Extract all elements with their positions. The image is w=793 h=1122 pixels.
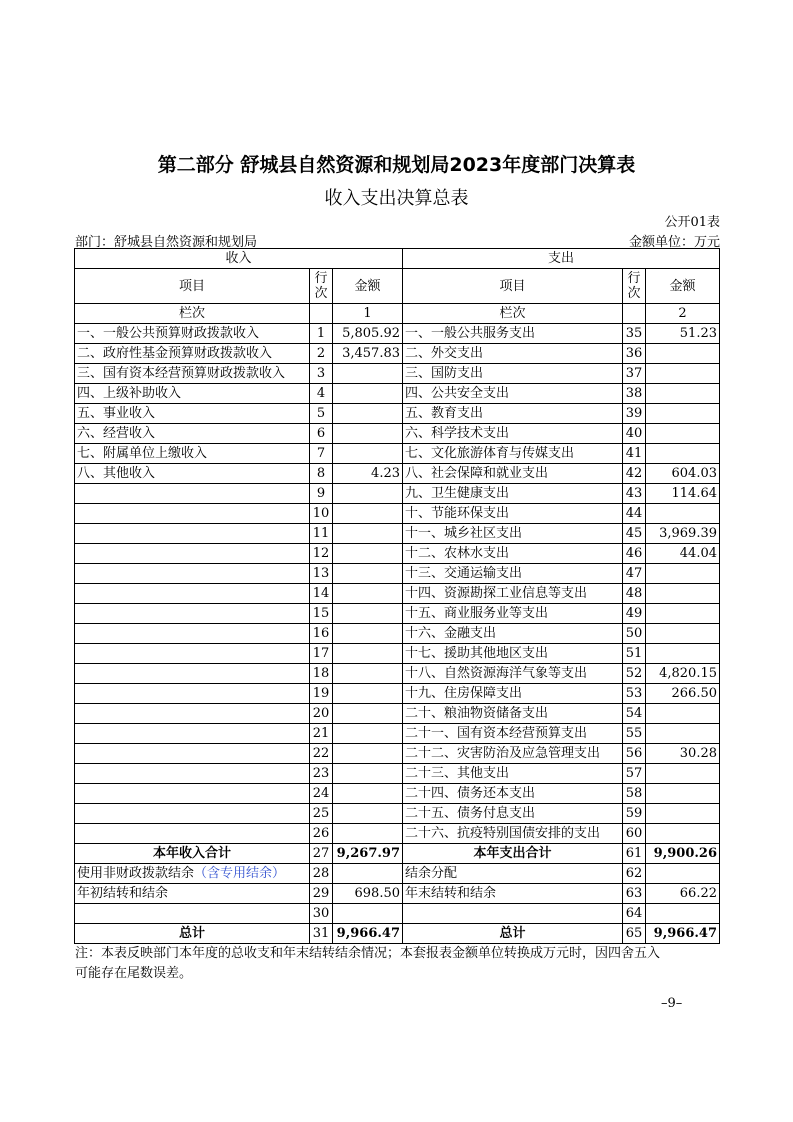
income-amount — [333, 684, 403, 704]
footnote-line-2: 可能存在尾数误差。 — [75, 966, 193, 981]
income-item: 七、附属单位上缴收入 — [75, 444, 310, 464]
income-header: 收入 — [75, 249, 403, 269]
income-amount — [333, 544, 403, 564]
table-row — [75, 764, 720, 784]
income-item — [75, 564, 310, 584]
income-item — [75, 724, 310, 744]
expense-amount — [646, 604, 720, 624]
expense-amount: 3,969.39 — [646, 524, 720, 544]
expense-subtotal-amount: 9,900.26 — [646, 844, 720, 864]
income-amount — [333, 444, 403, 464]
expense-amount — [646, 424, 720, 444]
expense-row-number: 57 — [623, 764, 646, 784]
income-row-number: 25 — [310, 804, 333, 824]
expense-row-number: 47 — [623, 564, 646, 584]
income-item-extra-text: （含专用结余） — [194, 865, 286, 881]
expense-total-label: 总计 — [403, 924, 623, 944]
expense-row-number: 54 — [623, 704, 646, 724]
income-item — [75, 604, 310, 624]
income-total-label: 总计 — [75, 924, 310, 944]
form-number: 公开01表 — [664, 215, 720, 230]
income-row-number: 15 — [310, 604, 333, 624]
expense-amount — [646, 344, 720, 364]
table-row — [75, 684, 720, 704]
income-amount — [333, 484, 403, 504]
expense-amount: 44.04 — [646, 544, 720, 564]
income-row-number: 3 — [310, 364, 333, 384]
income-item — [75, 804, 310, 824]
income-item — [75, 744, 310, 764]
income-row-number: 19 — [310, 684, 333, 704]
income-amount — [333, 364, 403, 384]
department-label: 部门：舒城县自然资源和规划局 — [75, 235, 258, 250]
table-row — [75, 324, 720, 344]
expense-total-amount: 9,966.47 — [646, 924, 720, 944]
expense-amount — [646, 644, 720, 664]
income-amount — [333, 764, 403, 784]
income-row-number: 1 — [310, 324, 333, 344]
subtotal-row — [75, 844, 720, 864]
income-item — [75, 664, 310, 684]
expense-amount — [646, 784, 720, 804]
expense-column-label: 栏次 — [403, 304, 623, 324]
income-expense-table — [74, 248, 720, 944]
income-item — [75, 684, 310, 704]
income-amount — [333, 604, 403, 624]
income-row-number: 14 — [310, 584, 333, 604]
table-row — [75, 524, 720, 544]
table-row — [75, 904, 720, 924]
income-row-number: 9 — [310, 484, 333, 504]
income-row-number: 21 — [310, 724, 333, 744]
income-row-number: 7 — [310, 444, 333, 464]
expense-row-number: 46 — [623, 544, 646, 564]
table-row — [75, 444, 720, 464]
expense-amount — [646, 564, 720, 584]
expense-row-number: 63 — [623, 884, 646, 904]
expense-amount — [646, 764, 720, 784]
income-amount — [333, 904, 403, 924]
income-column-label: 栏次 — [75, 304, 310, 324]
expense-row-number: 50 — [623, 624, 646, 644]
income-row-number: 26 — [310, 824, 333, 844]
table-row — [75, 584, 720, 604]
income-amount — [333, 664, 403, 684]
income-row-number: 11 — [310, 524, 333, 544]
income-amount: 3,457.83 — [333, 344, 403, 364]
income-amount: 5,805.92 — [333, 324, 403, 344]
expense-row-number: 40 — [623, 424, 646, 444]
expense-item: 二十、粮油物资储备支出 — [403, 704, 623, 724]
income-amount — [333, 524, 403, 544]
income-amount — [333, 704, 403, 724]
table-row — [75, 384, 720, 404]
income-amount — [333, 784, 403, 804]
income-item — [75, 484, 310, 504]
expense-item: 四、公共安全支出 — [403, 384, 623, 404]
income-row-number: 24 — [310, 784, 333, 804]
page-number: –9– — [661, 996, 683, 1011]
expense-amount — [646, 864, 720, 884]
expense-row-header: 行 次 — [623, 269, 646, 304]
table-row — [75, 864, 720, 884]
income-amount — [333, 624, 403, 644]
table-row — [75, 504, 720, 524]
empty-cell — [310, 304, 333, 324]
income-amount: 698.50 — [333, 884, 403, 904]
income-amount — [333, 424, 403, 444]
income-item — [75, 704, 310, 724]
expense-item: 八、社会保障和就业支出 — [403, 464, 623, 484]
expense-amount — [646, 364, 720, 384]
income-row-number: 2 — [310, 344, 333, 364]
table-row — [75, 784, 720, 804]
expense-item: 十三、交通运输支出 — [403, 564, 623, 584]
expense-amount: 66.22 — [646, 884, 720, 904]
expense-item: 二十三、其他支出 — [403, 764, 623, 784]
expense-item: 二十四、债务还本支出 — [403, 784, 623, 804]
income-row-number: 30 — [310, 904, 333, 924]
footnote-line-1: 注：本表反映部门本年度的总收支和年末结转结余情况；本套报表金额单位转换成万元时，因四舍五入 — [75, 946, 661, 961]
income-item — [75, 544, 310, 564]
income-item — [75, 624, 310, 644]
income-row-number: 28 — [310, 864, 333, 884]
expense-item: 年末结转和结余 — [403, 884, 623, 904]
expense-item: 十四、资源勘探工业信息等支出 — [403, 584, 623, 604]
table-row — [75, 464, 720, 484]
table-row — [75, 564, 720, 584]
expense-item: 十、节能环保支出 — [403, 504, 623, 524]
income-amount — [333, 504, 403, 524]
expense-amount: 266.50 — [646, 684, 720, 704]
income-amount — [333, 804, 403, 824]
income-item: 五、事业收入 — [75, 404, 310, 424]
income-row-number: 8 — [310, 464, 333, 484]
income-amount-header: 金额 — [333, 269, 403, 304]
income-subtotal-number: 27 — [310, 844, 333, 864]
table-row — [75, 604, 720, 624]
table-subtitle: 收入支出决算总表 — [324, 188, 469, 209]
expense-subtotal-label: 本年支出合计 — [403, 844, 623, 864]
expense-subtotal-number: 61 — [623, 844, 646, 864]
income-row-number: 22 — [310, 744, 333, 764]
table-row — [75, 744, 720, 764]
income-item-text: 年初结转和结余 — [77, 885, 169, 901]
income-item: 二、政府性基金预算财政拨款收入 — [75, 344, 310, 364]
expense-row-number: 52 — [623, 664, 646, 684]
income-item — [75, 764, 310, 784]
expense-item: 九、卫生健康支出 — [403, 484, 623, 504]
expense-item: 七、文化旅游体育与传媒支出 — [403, 444, 623, 464]
expense-item: 结余分配 — [403, 864, 623, 884]
expense-item: 十七、援助其他地区支出 — [403, 644, 623, 664]
table-row — [75, 884, 720, 904]
expense-amount — [646, 404, 720, 424]
expense-item-header: 项目 — [403, 269, 623, 304]
expense-row-number: 55 — [623, 724, 646, 744]
column-2-label: 2 — [646, 304, 720, 324]
income-row-number: 18 — [310, 664, 333, 684]
expense-item: 六、科学技术支出 — [403, 424, 623, 444]
expense-amount-header: 金额 — [646, 269, 720, 304]
income-amount — [333, 384, 403, 404]
expense-item: 十一、城乡社区支出 — [403, 524, 623, 544]
empty-cell — [623, 304, 646, 324]
expense-row-number: 43 — [623, 484, 646, 504]
expense-item: 十二、农林水支出 — [403, 544, 623, 564]
expense-amount: 4,820.15 — [646, 664, 720, 684]
expense-item: 二十一、国有资本经营预算支出 — [403, 724, 623, 744]
income-amount — [333, 404, 403, 424]
expense-row-number: 36 — [623, 344, 646, 364]
income-amount — [333, 824, 403, 844]
table-row — [75, 644, 720, 664]
table-row — [75, 664, 720, 684]
expense-item: 五、教育支出 — [403, 404, 623, 424]
expense-row-number: 48 — [623, 584, 646, 604]
table-row — [75, 484, 720, 504]
expense-item: 二、外交支出 — [403, 344, 623, 364]
expense-row-number: 39 — [623, 404, 646, 424]
expense-item: 二十六、抗疫特别国债安排的支出 — [403, 824, 623, 844]
income-item: 六、经营收入 — [75, 424, 310, 444]
income-item-text: 使用非财政拨款结余 — [77, 865, 195, 881]
expense-amount — [646, 584, 720, 604]
income-row-number: 4 — [310, 384, 333, 404]
expense-amount — [646, 384, 720, 404]
expense-amount — [646, 804, 720, 824]
income-item — [75, 504, 310, 524]
income-amount — [333, 864, 403, 884]
income-amount — [333, 564, 403, 584]
income-item — [75, 584, 310, 604]
income-subtotal-label: 本年收入合计 — [75, 844, 310, 864]
table-row — [75, 724, 720, 744]
income-row-number: 6 — [310, 424, 333, 444]
income-item: 四、上级补助收入 — [75, 384, 310, 404]
table-row — [75, 364, 720, 384]
income-amount — [333, 644, 403, 664]
income-row-number: 10 — [310, 504, 333, 524]
income-amount — [333, 744, 403, 764]
expense-row-number: 58 — [623, 784, 646, 804]
income-row-number: 29 — [310, 884, 333, 904]
income-item: 一、一般公共预算财政拨款收入 — [75, 324, 310, 344]
expense-row-number: 45 — [623, 524, 646, 544]
table-row — [75, 544, 720, 564]
expense-item: 十八、自然资源海洋气象等支出 — [403, 664, 623, 684]
expense-row-number: 42 — [623, 464, 646, 484]
income-item-header: 项目 — [75, 269, 310, 304]
income-amount: 4.23 — [333, 464, 403, 484]
expense-amount — [646, 724, 720, 744]
column-1-label: 1 — [333, 304, 403, 324]
income-amount — [333, 584, 403, 604]
income-row-header: 行 次 — [310, 269, 333, 304]
income-row-number: 12 — [310, 544, 333, 564]
expense-row-number: 44 — [623, 504, 646, 524]
footnote — [75, 944, 725, 984]
expense-amount — [646, 904, 720, 924]
expense-item: 十五、商业服务业等支出 — [403, 604, 623, 624]
expense-row-number: 49 — [623, 604, 646, 624]
expense-amount — [646, 504, 720, 524]
table-row — [75, 424, 720, 444]
income-row-number: 17 — [310, 644, 333, 664]
expense-row-number: 51 — [623, 644, 646, 664]
expense-amount: 30.28 — [646, 744, 720, 764]
income-item — [75, 884, 310, 904]
unit-label: 金额单位：万元 — [628, 235, 720, 250]
page-title: 第二部分 舒城县自然资源和规划局2023年度部门决算表 — [157, 154, 636, 176]
expense-item: 十六、金融支出 — [403, 624, 623, 644]
expense-row-number: 53 — [623, 684, 646, 704]
total-row — [75, 924, 720, 944]
expense-header: 支出 — [403, 249, 720, 269]
expense-item — [403, 904, 623, 924]
expense-row-number: 37 — [623, 364, 646, 384]
income-row-number: 23 — [310, 764, 333, 784]
income-subtotal-amount: 9,267.97 — [333, 844, 403, 864]
income-row-number: 20 — [310, 704, 333, 724]
expense-row-number: 62 — [623, 864, 646, 884]
expense-item: 二十二、灾害防治及应急管理支出 — [403, 744, 623, 764]
expense-item: 二十五、债务付息支出 — [403, 804, 623, 824]
income-item — [75, 904, 310, 924]
expense-row-number: 59 — [623, 804, 646, 824]
expense-amount — [646, 444, 720, 464]
expense-row-number: 56 — [623, 744, 646, 764]
income-item — [75, 524, 310, 544]
expense-amount — [646, 704, 720, 724]
income-item — [75, 824, 310, 844]
table-row — [75, 404, 720, 424]
expense-total-number: 65 — [623, 924, 646, 944]
expense-amount: 51.23 — [646, 324, 720, 344]
expense-row-number: 64 — [623, 904, 646, 924]
income-row-number: 16 — [310, 624, 333, 644]
income-item — [75, 864, 310, 884]
table-row — [75, 624, 720, 644]
expense-item: 三、国防支出 — [403, 364, 623, 384]
income-item: 三、国有资本经营预算财政拨款收入 — [75, 364, 310, 384]
expense-item: 一、一般公共服务支出 — [403, 324, 623, 344]
income-item — [75, 644, 310, 664]
income-row-number: 5 — [310, 404, 333, 424]
income-total-number: 31 — [310, 924, 333, 944]
income-item: 八、其他收入 — [75, 464, 310, 484]
income-item — [75, 784, 310, 804]
expense-amount: 604.03 — [646, 464, 720, 484]
expense-amount — [646, 824, 720, 844]
expense-row-number: 35 — [623, 324, 646, 344]
income-amount — [333, 724, 403, 744]
expense-row-number: 41 — [623, 444, 646, 464]
income-total-amount: 9,966.47 — [333, 924, 403, 944]
table-row — [75, 804, 720, 824]
expense-row-number: 38 — [623, 384, 646, 404]
table-row — [75, 344, 720, 364]
expense-amount — [646, 624, 720, 644]
expense-row-number: 60 — [623, 824, 646, 844]
expense-amount: 114.64 — [646, 484, 720, 504]
table-row — [75, 704, 720, 724]
expense-item: 十九、住房保障支出 — [403, 684, 623, 704]
income-row-number: 13 — [310, 564, 333, 584]
table-row — [75, 824, 720, 844]
